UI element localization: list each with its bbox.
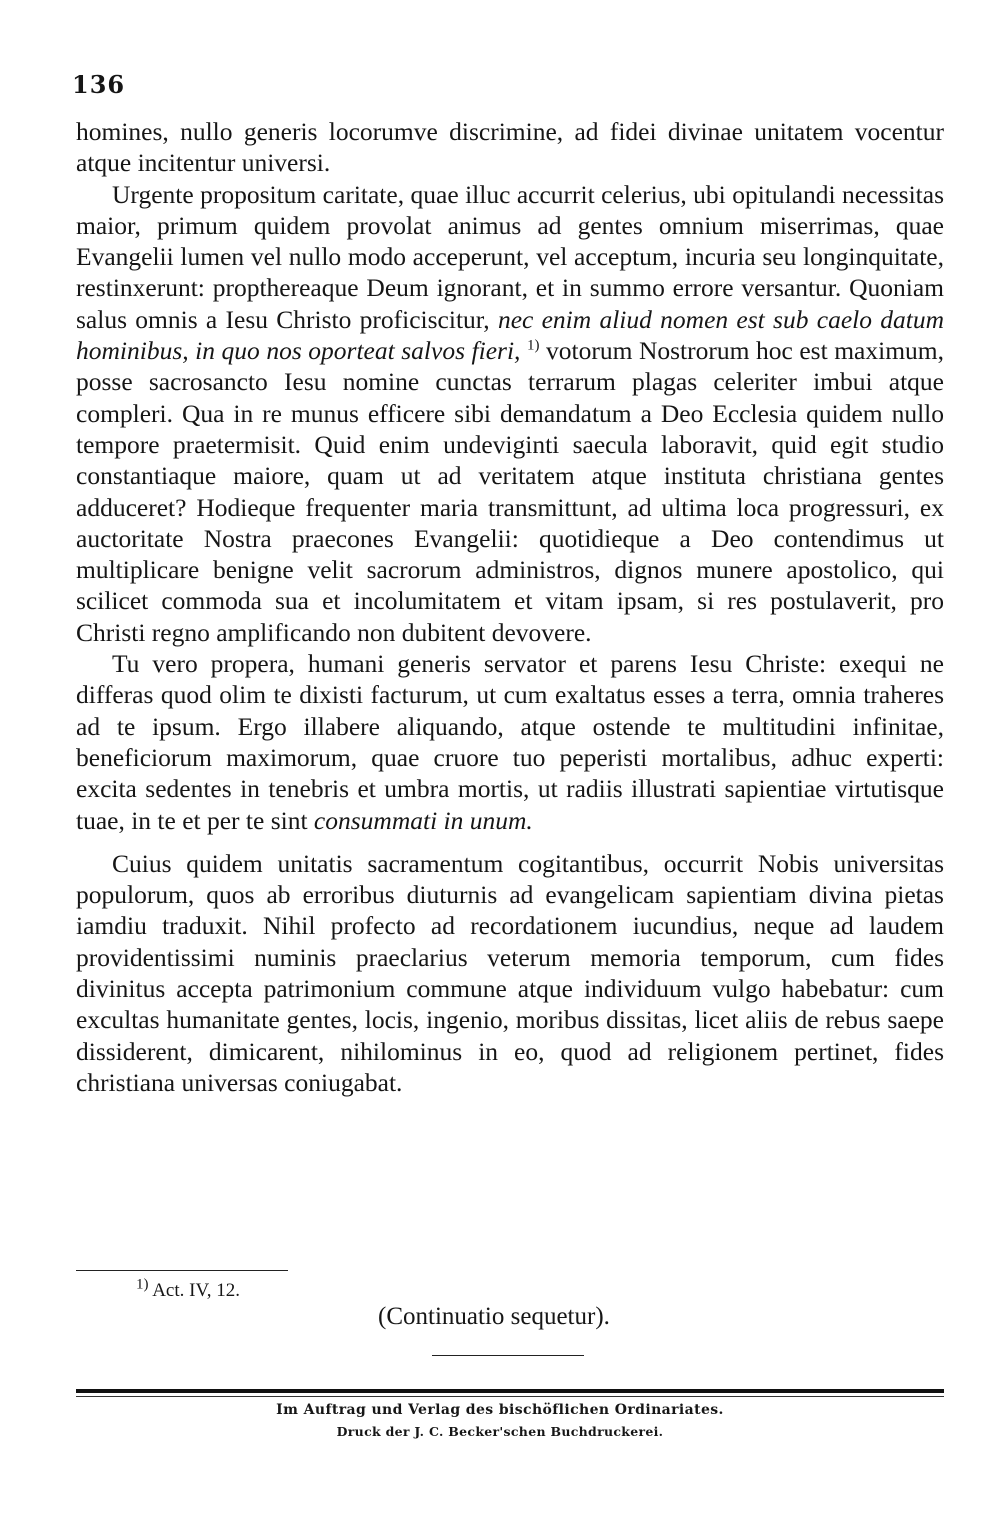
imprint-publisher: Im Auftrag und Verlag des bischöflichen Ordinariates. <box>276 1402 724 1418</box>
imprint-rule-thick <box>76 1389 944 1393</box>
page-number: 136 <box>72 70 126 99</box>
body-text <box>76 116 944 1098</box>
footnote-divider <box>76 1270 288 1271</box>
paragraph-2-italic-quote: nec enim aliud nomen est sub caelo datum hominibus, in quo nos oporteat salvos fieri, <box>76 304 945 366</box>
paragraph-2-text-a: Urgente propositum caritate, quae illuc accurrit celerius, ubi opitulandi necessitas maior, primum quidem provolat animus ad gentes omnium miserrimas, quae Evangelii lumen vel nullo modo acceperunt, vel acceptum, incuria seu longinquitate, restinxerunt: propthereaque Deum ignorant, et in summo errore versantur. Quoniam salus omnis a Iesu Christo proficiscitur, <box>76 179 944 334</box>
paragraph-2-text-b: votorum Nostrorum hoc est maximum, posse sacrosancto Iesu nomine cunctas terrarum plagas celeriter imbui atque compleri. Qua in re munus efficere sibi demandatum a Deo Ecclesia quidem nullo tempore praetermisit. Quid enim undeviginti saecula laboravit, quid egit studio constantiaque maiore, quam ut ad veritatem atque instituta christiana gentes adduceret? Hodieque frequenter maria transmittunt, ad ultima loca progressuri, ex auctoritate Nostra praecones Evangelii: quotidieque a Deo contendimus ut multiplicare benigne velit sacrorum administros, dignos munere apostolico, qui scilicet commoda sua et incolumitatem et vitam ipsam, si res postulaverit, pro Christi regno amplificando non dubitent devovere. <box>76 336 945 647</box>
imprint-printer: Druck der J. C. Becker'schen Buchdruckerei. <box>336 1424 664 1439</box>
footnote-text: Act. IV, 12. <box>152 1280 240 1301</box>
continuation-note: (Continuatio sequetur). <box>378 1303 610 1330</box>
footnote <box>136 1276 240 1302</box>
paragraph-3 <box>76 648 944 836</box>
footnote-marker: 1) <box>136 1276 149 1293</box>
footnote-reference: 1) <box>526 337 540 354</box>
paragraph-3-italic: consummati in unum. <box>313 805 533 835</box>
end-divider <box>432 1355 584 1356</box>
paragraph-3-text: Tu vero propera, humani generis servator et parens Iesu Christe: exequi ne differas quod olim te dixisti facturum, ut cum exaltatus esses a terra, omnia traheres ad te ipsum. Ergo illabere aliquando, atque ostende te multitudini infinitae, beneficiorum maximorum, quae cruore tuo peperisti mortalibus, adhuc experti: excita sedentes in tenebris et umbra mortis, ut radiis illustrati sapientiae virtutisque tuae, in te et per te sint <box>76 649 944 835</box>
imprint-rule-thin <box>76 1396 944 1397</box>
paragraph-4: Cuius quidem unitatis sacramentum cogitantibus, occurrit Nobis universitas populorum, quos ab erroribus diuturnis ad evangelicam sapientiam divina pietas iamdiu traduxit. Nihil profecto ad recordationem iucundius, neque ad laudem providentissimi numinis praeclarius veterum memoria temporum, cum fides divinitus accepta patrimonium commune atque individuum vulgo habebatur: cum excultas humanitate gentes, locis, ingenio, moribus dissitas, licet aliis de rebus saepe dissiderent, dimicarent, nihilominus in eo, quod ad religionem pertinet, fides christiana universas coniugabat. <box>76 848 944 1097</box>
paragraph-2 <box>76 179 944 648</box>
paragraph-1: homines, nullo generis locorumve discrimine, ad fidei divinae unitatem vocentur atque incitentur universi. <box>76 117 944 178</box>
